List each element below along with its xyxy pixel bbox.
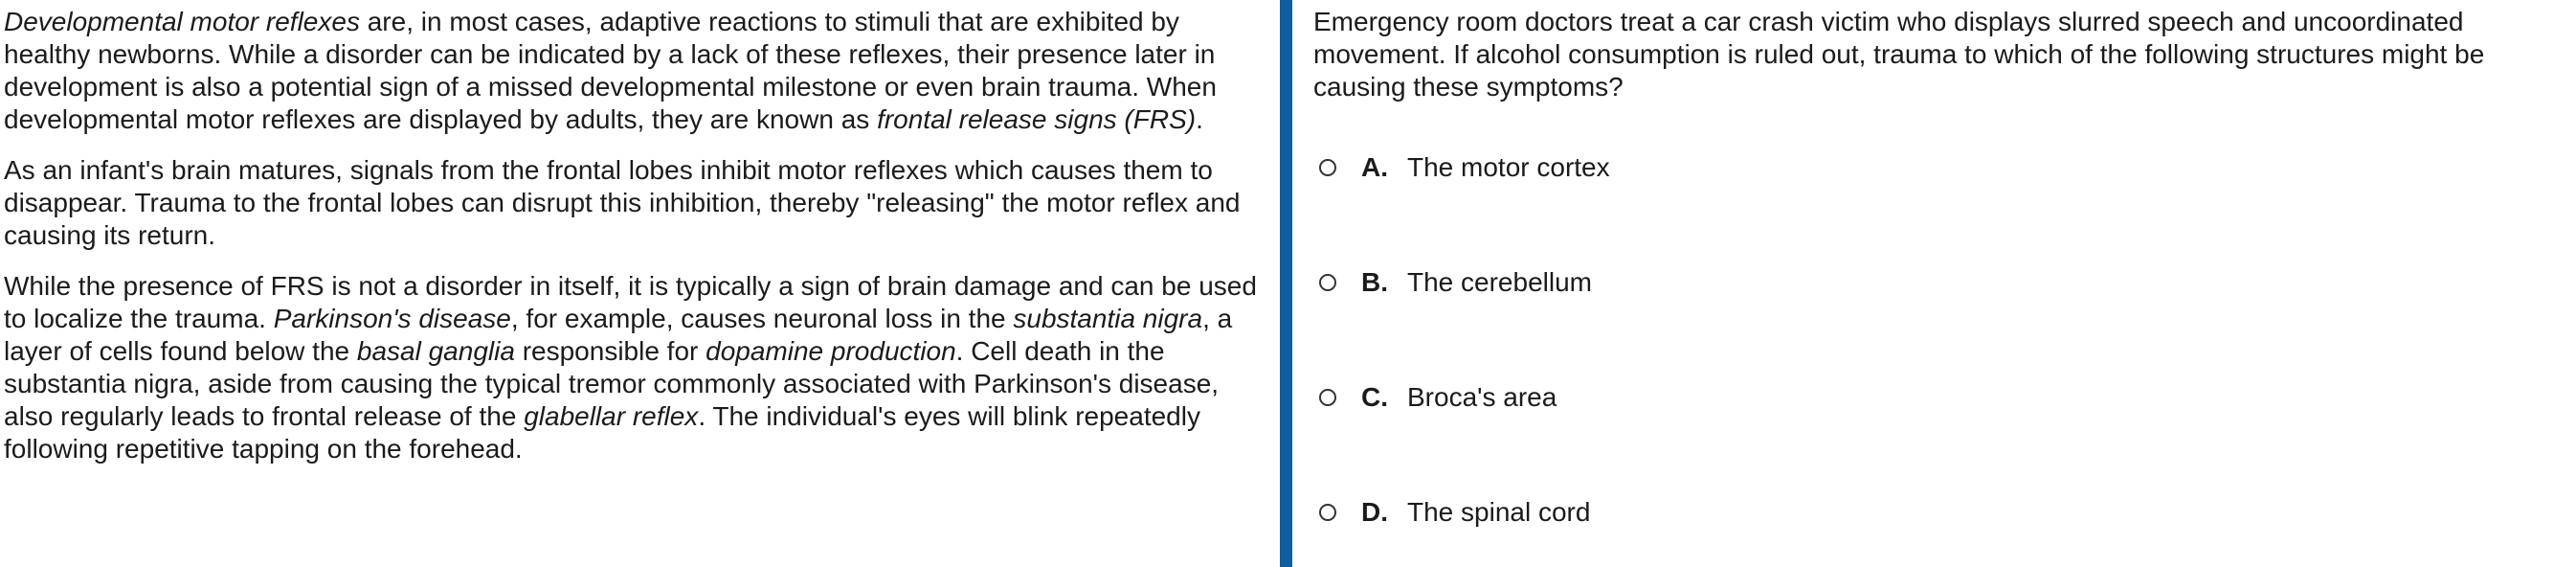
- choice-letter: A.: [1361, 152, 1388, 182]
- passage-panel: [4, 6, 1267, 484]
- passage-paragraph-3: [4, 270, 1267, 465]
- choice-a[interactable]: [1319, 148, 1610, 187]
- radio-icon[interactable]: [1319, 504, 1336, 521]
- radio-icon[interactable]: [1319, 159, 1336, 176]
- passage-term: basal ganglia: [356, 336, 515, 366]
- passage-text: responsible for: [514, 336, 706, 366]
- passage-text: . Cell death in the substantia nigra, aside from causing the typical tremor commonly associated with Parkinson's disease, also regularly leads to frontal release of the: [4, 336, 1220, 431]
- question-panel: [1313, 6, 2567, 527]
- choice-letter: C.: [1361, 382, 1388, 412]
- choice-letter: B.: [1361, 267, 1388, 297]
- passage-term: substantia nigra: [1013, 304, 1203, 333]
- panel-divider[interactable]: [1280, 0, 1292, 567]
- passage-text: . The individual's eyes will blink repeatedly following repetitive tapping on the forehead.: [4, 401, 1200, 464]
- passage-text: While the presence of FRS is not a disorder in itself, it is typically a sign of brain damage and can be used to localize the trauma.: [4, 271, 1257, 333]
- choice-b[interactable]: [1319, 263, 1592, 302]
- passage-text: .: [1196, 104, 1203, 134]
- passage-term: frontal release signs (FRS): [877, 104, 1197, 134]
- choice-c[interactable]: [1319, 378, 1557, 417]
- choice-label: The motor cortex: [1407, 152, 1610, 182]
- radio-icon[interactable]: [1319, 274, 1336, 291]
- choice-label: The spinal cord: [1407, 497, 1591, 527]
- passage-term: dopamine production: [706, 336, 956, 366]
- passage-text: , for example, causes neuronal loss in the: [510, 304, 1014, 333]
- passage-paragraph-2: As an infant's brain matures, signals from the frontal lobes inhibit motor reflexes which causes them to disappear. Trauma to the frontal lobes can disrupt this inhibition, thereby "releasing" the motor reflex and causing its return.: [4, 155, 1241, 250]
- passage-text: are, in most cases, adaptive reactions to stimuli that are exhibited by healthy newborns. While a disorder can be indicated by a lack of these reflexes, their presence later in development is also a potential sign of a missed developmental milestone or even brain trauma. When developmental motor reflexes are displayed by adults, they are known as: [4, 7, 1217, 134]
- radio-icon[interactable]: [1319, 389, 1336, 406]
- passage-term: Developmental motor reflexes: [4, 7, 360, 36]
- choice-label: Broca's area: [1407, 382, 1557, 412]
- choice-label: The cerebellum: [1407, 267, 1592, 297]
- question-stem: Emergency room doctors treat a car crash victim who displays slurred speech and uncoordinated movement. If alcohol consumption is ruled out, trauma to which of the following structures might be causing these symptoms?: [1313, 7, 2485, 102]
- choice-d[interactable]: [1319, 493, 1590, 532]
- passage-term: Parkinson's disease: [273, 304, 511, 333]
- passage-paragraph-1: [4, 6, 1267, 136]
- passage-term: glabellar reflex: [524, 401, 699, 431]
- choice-letter: D.: [1361, 497, 1388, 527]
- passage-text: , a layer of cells found below the: [4, 304, 1233, 366]
